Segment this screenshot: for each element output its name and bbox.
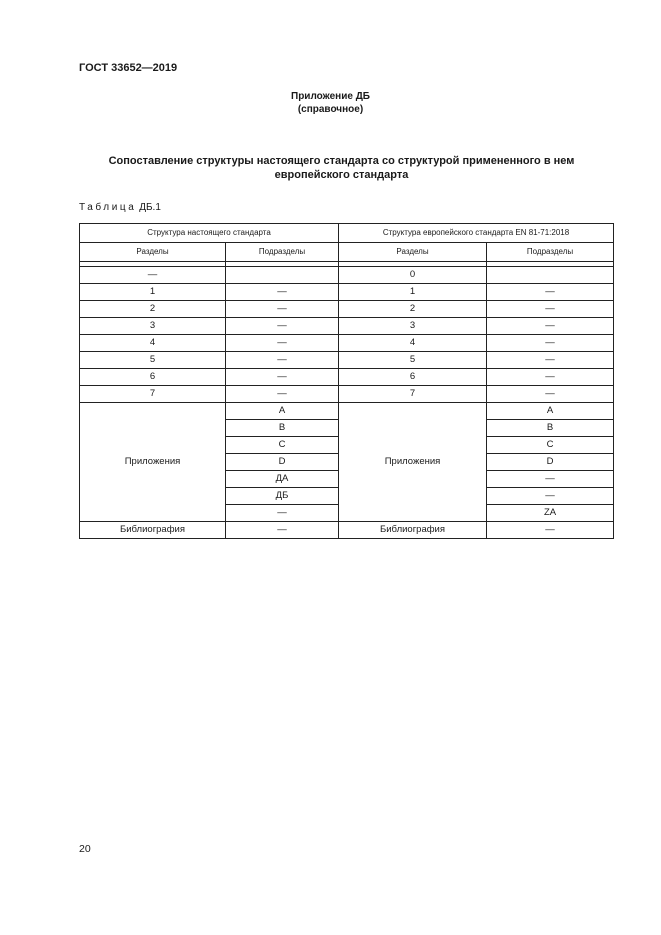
row-subsection-right: — <box>487 318 614 335</box>
row-subsection-left: — <box>226 284 339 301</box>
table-row <box>80 284 614 301</box>
row-subsection-left: — <box>226 301 339 318</box>
table-label <box>79 202 161 213</box>
row-subsection-left: — <box>226 352 339 369</box>
header-subsections-right: Подразделы <box>487 243 614 262</box>
row-subsection-right: — <box>487 284 614 301</box>
structure-comparison-table <box>79 223 614 539</box>
document-header: ГОСТ 33652—2019 <box>79 62 178 74</box>
header-right-group: Структура европейского стандарта EN 81-71:2018 <box>339 224 614 243</box>
header-left-group: Структура настоящего стандарта <box>80 224 339 243</box>
appendix-rows <box>80 403 614 522</box>
table-row <box>80 267 614 284</box>
header-sections-right: Разделы <box>339 243 487 262</box>
page-number: 20 <box>79 843 91 855</box>
table-row <box>80 335 614 352</box>
row-subsection-left: — <box>226 369 339 386</box>
bibliography-row <box>80 522 614 539</box>
section-title-line1: Сопоставление структуры настоящего стандарта со структурой примененного в нем <box>108 155 575 167</box>
appendix-title: Приложение ДБ <box>291 91 370 102</box>
section-title-line2: европейского стандарта <box>274 169 409 181</box>
row-section-right: 5 <box>339 352 487 369</box>
row-subsection-right: — <box>487 335 614 352</box>
appendix-sub-left: ДА <box>226 471 339 488</box>
row-section-left: 6 <box>80 369 226 386</box>
bibliography-right: Библиография <box>339 522 487 539</box>
appendix-row <box>80 403 614 420</box>
table-label-prefix: Таблица <box>79 202 137 213</box>
table-row <box>80 386 614 403</box>
row-section-right: 1 <box>339 284 487 301</box>
section-rows <box>80 267 614 403</box>
bibliography-left-sub: — <box>226 522 339 539</box>
appendix-sub-left: D <box>226 454 339 471</box>
row-subsection-left: — <box>226 318 339 335</box>
appendix-sub-left: — <box>226 505 339 522</box>
table-row <box>80 301 614 318</box>
row-subsection-right: — <box>487 369 614 386</box>
appendix-sub-right: B <box>487 420 614 437</box>
table-row <box>80 352 614 369</box>
appendix-sub-right: — <box>487 488 614 505</box>
header-subsections-left: Подразделы <box>226 243 339 262</box>
appendix-sub-right: ZA <box>487 505 614 522</box>
row-subsection-right: — <box>487 386 614 403</box>
appendix-subtitle: (справочное) <box>297 104 364 115</box>
row-subsection-right: — <box>487 301 614 318</box>
appendix-sub-left: ДБ <box>226 488 339 505</box>
row-subsection-left <box>226 267 339 284</box>
row-section-left: 7 <box>80 386 226 403</box>
row-section-right: 6 <box>339 369 487 386</box>
table-row <box>80 369 614 386</box>
appendices-label-right: Приложения <box>339 403 487 522</box>
header-sections-left: Разделы <box>80 243 226 262</box>
row-section-right: 0 <box>339 267 487 284</box>
row-subsection-right: — <box>487 352 614 369</box>
row-section-right: 3 <box>339 318 487 335</box>
row-section-right: 4 <box>339 335 487 352</box>
row-section-left: 3 <box>80 318 226 335</box>
appendices-label-left: Приложения <box>80 403 226 522</box>
row-section-left: 1 <box>80 284 226 301</box>
appendix-sub-right: — <box>487 471 614 488</box>
appendix-sub-right: C <box>487 437 614 454</box>
row-subsection-left: — <box>226 335 339 352</box>
row-section-right: 2 <box>339 301 487 318</box>
appendix-sub-left: A <box>226 403 339 420</box>
bibliography-left: Библиография <box>80 522 226 539</box>
row-section-left: 2 <box>80 301 226 318</box>
row-subsection-left: — <box>226 386 339 403</box>
row-section-left: 5 <box>80 352 226 369</box>
table-label-number: ДБ.1 <box>139 202 161 213</box>
row-subsection-right <box>487 267 614 284</box>
appendix-sub-left: C <box>226 437 339 454</box>
appendix-sub-right: D <box>487 454 614 471</box>
appendix-sub-left: B <box>226 420 339 437</box>
bibliography-right-sub: — <box>487 522 614 539</box>
appendix-sub-right: A <box>487 403 614 420</box>
table-row <box>80 318 614 335</box>
row-section-left: — <box>80 267 226 284</box>
row-section-right: 7 <box>339 386 487 403</box>
row-section-left: 4 <box>80 335 226 352</box>
